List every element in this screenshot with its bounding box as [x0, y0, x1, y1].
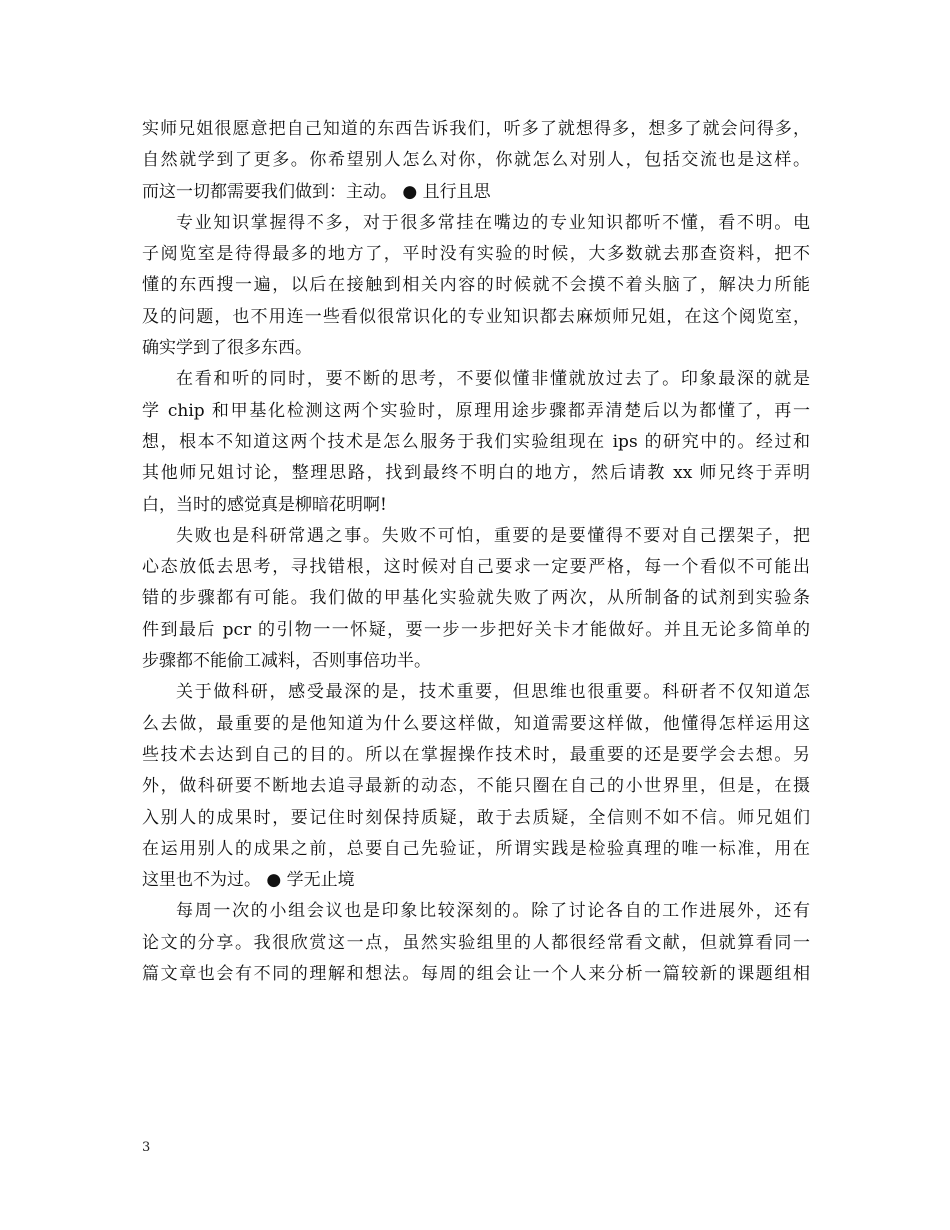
text-line: 专业知识掌握得不多，对于很多常挂在嘴边的专业知识都听不懂，看不明。电	[176, 212, 810, 233]
text-line: 在看和听的同时，要不断的思考，不要似懂非懂就放过去了。印象最深的就是	[176, 369, 810, 390]
text-line: 其他师兄姐讨论，整理思路，找到最终不明白的地方，然后请教 xx 师兄终于弄明	[142, 463, 810, 484]
paragraph-3	[142, 364, 810, 520]
text-line: 这里也不为过。 ● 学无止境	[142, 870, 355, 891]
text-line: 及的问题，也不用连一些看似很常识化的专业知识都去麻烦师兄姐，在这个阅览室，	[142, 306, 810, 327]
text-line: 想，根本不知道这两个技术是怎么服务于我们实验组现在 ips 的研究中的。经过和	[142, 431, 810, 452]
text-line: 外，做科研要不断地去追寻最新的动态，不能只圈在自己的小世界里，但是，在摄	[142, 776, 810, 797]
text-line: 实师兄姐很愿意把自己知道的东西告诉我们，听多了就想得多，想多了就会问得多，	[142, 119, 810, 139]
text-line: 失败也是科研常遇之事。失败不可怕，重要的是要懂得不要对自己摆架子，把	[176, 525, 810, 546]
text-line: 步骤都不能偷工减料，否则事倍功半。	[142, 651, 431, 672]
text-line: 件到最后 pcr 的引物一一怀疑，要一步一步把好关卡才能做好。并且无论多简单的	[142, 619, 810, 640]
text-line: 么去做，最重要的是他知道为什么要这样做，知道需要这样做，他懂得怎样运用这	[142, 713, 810, 734]
text-line: 些技术去达到自己的目的。所以在掌握操作技术时，最重要的还是要学会去想。另	[142, 744, 810, 765]
text-line: 关于做科研，感受最深的是，技术重要，但思维也很重要。科研者不仅知道怎	[176, 682, 810, 703]
paragraph-2	[142, 208, 810, 364]
text-line: 错的步骤都有可能。我们做的甲基化实验就失败了两次，从所制备的试剂到实验条	[142, 588, 810, 609]
text-line: 懂的东西搜一遍，以后在接触到相关内容的时候就不会摸不着头脑了，解决力所能	[142, 275, 810, 296]
body-text	[142, 114, 810, 990]
text-line: 每周一次的小组会议也是印象比较深刻的。除了讨论各自的工作进展外，还有	[176, 901, 810, 922]
paragraph-6	[142, 896, 810, 990]
text-line: 自然就学到了更多。你希望别人怎么对你，你就怎么对别人，包括交流也是这样。	[142, 150, 810, 171]
text-line: 入别人的成果时，要记住时刻保持质疑，敢于去质疑，全信则不如不信。师兄姐们	[142, 807, 810, 828]
text-line: 而这一切都需要我们做到：主动。 ● 且行且思	[142, 181, 491, 202]
text-line: 篇文章也会有不同的理解和想法。每周的组会让一个人来分析一篇较新的课题组相	[142, 964, 810, 985]
text-line: 在运用别人的成果之前，总要自己先验证，所谓实践是检验真理的唯一标准，用在	[142, 838, 810, 859]
text-line: 子阅览室是待得最多的地方了，平时没有实验的时候，大多数就去那查资料，把不	[142, 244, 810, 265]
text-line: 心态放低去思考，寻找错根，这时候对自己要求一定要严格，每一个看似不可能出	[142, 557, 810, 578]
text-line: 学 chip 和甲基化检测这两个实验时，原理用途步骤都弄清楚后以为都懂了，再一	[142, 400, 810, 421]
paragraph-1	[142, 114, 810, 208]
paragraph-5	[142, 677, 810, 896]
page-number: 3	[142, 1140, 151, 1155]
text-line: 论文的分享。我很欣赏这一点，虽然实验组里的人都很经常看文献，但就算看同一	[142, 932, 810, 953]
text-line: 确实学到了很多东西。	[142, 338, 312, 359]
text-line: 白，当时的感觉真是柳暗花明啊!	[142, 494, 387, 515]
paragraph-4	[142, 521, 810, 677]
